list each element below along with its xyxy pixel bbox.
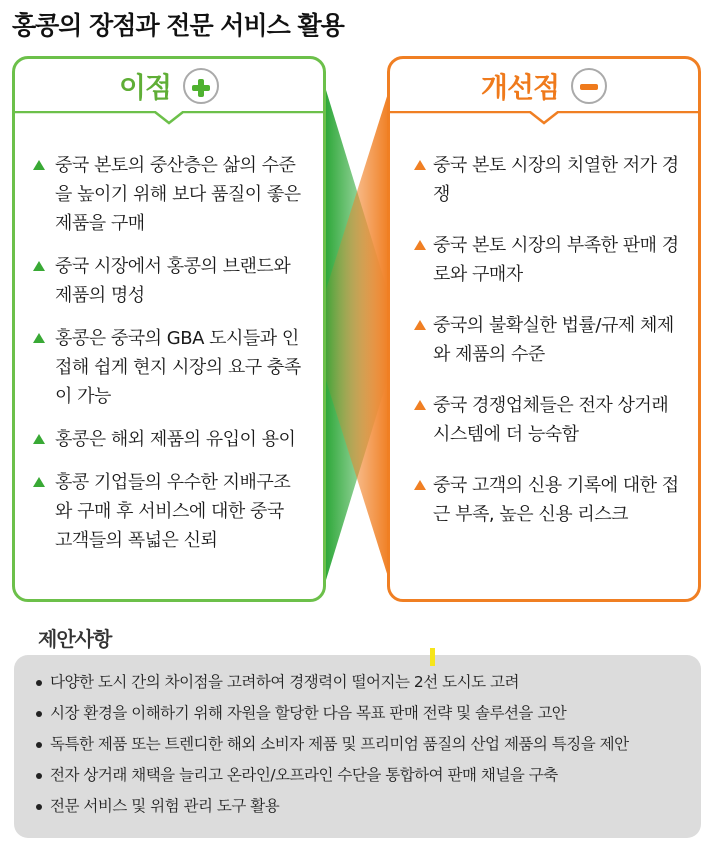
list-item-text: 중국 경쟁업체들은 전자 상거래 시스템에 더 능숙함 bbox=[433, 395, 669, 445]
bullet-dot-icon bbox=[36, 680, 42, 686]
plus-icon bbox=[183, 68, 219, 104]
list-item bbox=[34, 729, 629, 760]
improvements-list bbox=[390, 151, 698, 529]
minus-icon bbox=[571, 68, 607, 104]
list-item bbox=[34, 667, 629, 698]
list-item bbox=[390, 391, 698, 449]
list-item-text: 전자 상거래 채택을 늘리고 온라인/오프라인 수단을 통합하여 판매 채널을 구축 bbox=[50, 766, 558, 784]
list-item bbox=[15, 151, 323, 238]
list-item-text: 중국 본토 시장의 부족한 판매 경로와 구매자 bbox=[433, 235, 679, 285]
improvements-label: 개선점 bbox=[480, 71, 560, 104]
triangle-bullet-icon bbox=[33, 333, 45, 343]
advantages-label: 이점 bbox=[118, 71, 172, 104]
list-item bbox=[34, 791, 629, 822]
triangle-bullet-icon bbox=[33, 477, 45, 487]
list-item bbox=[15, 252, 323, 310]
page-title: 홍콩의 장점과 전문 서비스 활용 bbox=[12, 11, 344, 40]
triangle-bullet-icon bbox=[414, 480, 426, 490]
list-item bbox=[15, 425, 323, 454]
advantages-panel bbox=[12, 56, 326, 602]
bullet-dot-icon bbox=[36, 773, 42, 779]
suggestions-box bbox=[14, 655, 701, 838]
list-item-text: 중국 시장에서 홍콩의 브랜드와 제품의 명성 bbox=[55, 256, 291, 306]
list-item-text: 홍콩 기업들의 우수한 지배구조와 구매 후 서비스에 대한 중국 고객들의 폭넓은 신뢰 bbox=[55, 472, 291, 551]
list-item-text: 홍콩은 해외 제품의 유입이 용이 bbox=[55, 429, 296, 450]
advantages-header bbox=[15, 59, 323, 113]
suggestions-title: 제안사항 bbox=[38, 627, 112, 651]
list-item-text: 중국 고객의 신용 기록에 대한 접근 부족, 높은 신용 리스크 bbox=[433, 475, 679, 525]
list-item-text: 독특한 제품 또는 트렌디한 해외 소비자 제품 및 프리미엄 품질의 산업 제품의 특징을 제안 bbox=[50, 735, 629, 753]
list-item bbox=[34, 698, 629, 729]
advantages-list bbox=[15, 151, 323, 555]
list-item-text: 홍콩은 중국의 GBA 도시들과 인접해 쉽게 현지 시장의 요구 충족이 가능 bbox=[55, 328, 301, 407]
triangle-bullet-icon bbox=[33, 434, 45, 444]
list-item-text: 다양한 도시 간의 차이점을 고려하여 경쟁력이 떨어지는 2선 도시도 고려 bbox=[50, 673, 519, 691]
list-item bbox=[15, 324, 323, 411]
list-item bbox=[390, 231, 698, 289]
list-item bbox=[390, 311, 698, 369]
list-item-text: 중국 본토의 중산층은 삶의 수준을 높이기 위해 보다 품질이 좋은 제품을 구매 bbox=[55, 155, 301, 234]
improvements-header bbox=[390, 59, 698, 113]
list-item bbox=[390, 471, 698, 529]
list-item-text: 중국 본토 시장의 치열한 저가 경쟁 bbox=[433, 155, 679, 205]
header-divider bbox=[15, 111, 323, 127]
list-item-text: 시장 환경을 이해하기 위해 자원을 할당한 다음 목표 판매 전략 및 솔루션을 고안 bbox=[50, 704, 567, 722]
list-item-text: 중국의 불확실한 법률/규제 체제와 제품의 수준 bbox=[433, 315, 674, 365]
list-item-text: 전문 서비스 및 위험 관리 도구 활용 bbox=[50, 797, 280, 815]
header-divider bbox=[390, 111, 698, 127]
suggestions-list bbox=[34, 667, 629, 822]
highlight-marker bbox=[430, 648, 435, 666]
bullet-dot-icon bbox=[36, 742, 42, 748]
improvements-panel bbox=[387, 56, 701, 602]
triangle-bullet-icon bbox=[414, 400, 426, 410]
bullet-dot-icon bbox=[36, 711, 42, 717]
triangle-bullet-icon bbox=[414, 240, 426, 250]
triangle-bullet-icon bbox=[414, 320, 426, 330]
triangle-bullet-icon bbox=[414, 160, 426, 170]
triangle-bullet-icon bbox=[33, 261, 45, 271]
list-item bbox=[15, 468, 323, 555]
list-item bbox=[34, 760, 629, 791]
bullet-dot-icon bbox=[36, 804, 42, 810]
triangle-bullet-icon bbox=[33, 160, 45, 170]
list-item bbox=[390, 151, 698, 209]
